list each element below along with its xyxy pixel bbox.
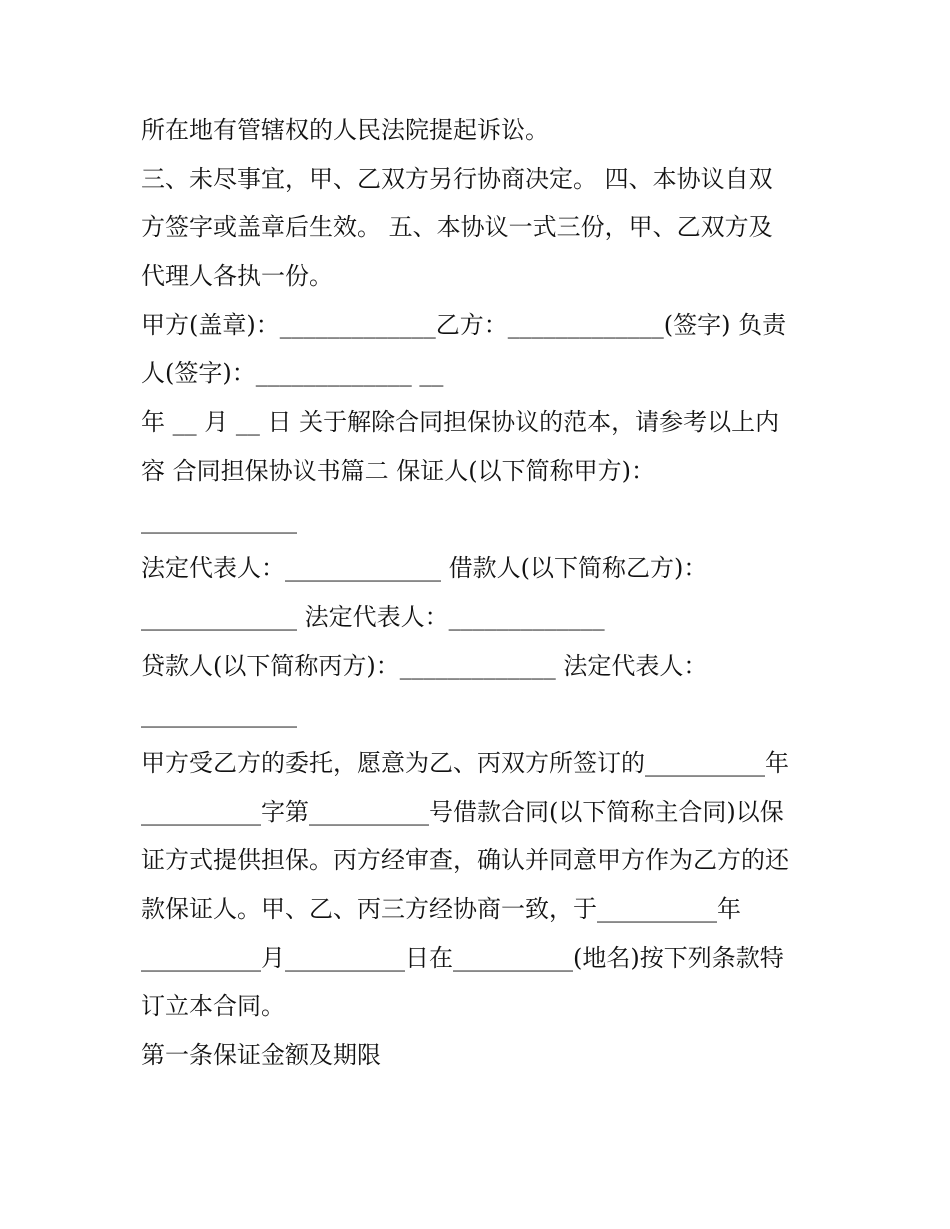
text-line: _____________: [141, 700, 297, 729]
text-line: 订立本合同。: [141, 992, 285, 1021]
text-line: 容 合同担保协议书篇二 保证人(以下简称甲方)：: [141, 456, 655, 485]
text-line: _____________: [141, 505, 297, 534]
text-line: 三、未尽事宜，甲、乙双方另行协商决定。 四、本协议自双: [141, 164, 773, 193]
text-line: 证方式提供担保。丙方经审查，确认并同意甲方作为乙方的还: [141, 846, 789, 875]
document-body: [141, 106, 821, 1080]
text-line: 年 __ 月 __ 日 关于解除合同担保协议的范本，请参考以上内: [141, 408, 780, 437]
text-line: __________月__________日在__________(地名)按下列条款特: [141, 943, 784, 972]
text-line: _____________ 法定代表人：_____________: [141, 602, 605, 631]
text-line: 款保证人。甲、乙、丙三方经协商一致，于__________年: [141, 895, 741, 923]
text-line: 法定代表人：_____________ 借款人(以下简称乙方)：: [141, 554, 708, 583]
text-line: 人(签字)：_____________ __: [141, 359, 444, 388]
text-line: 代理人各执一份。: [141, 262, 333, 291]
text-line: 所在地有管辖权的人民法院提起诉讼。: [141, 116, 549, 144]
text-line: 贷款人(以下简称丙方)：_____________ 法定代表人：: [141, 651, 708, 680]
text-line: __________字第__________号借款合同(以下简称主合同)以保: [141, 797, 784, 826]
text-line: 甲方(盖章)：_____________乙方：_____________(签字) 负责: [141, 310, 787, 339]
section-heading: 第一条保证金额及期限: [141, 1041, 381, 1070]
text-line: 甲方受乙方的委托，愿意为乙、丙双方所签订的__________年: [141, 748, 789, 777]
text-line: 方签字或盖章后生效。 五、本协议一式三份，甲、乙双方及: [141, 213, 773, 242]
